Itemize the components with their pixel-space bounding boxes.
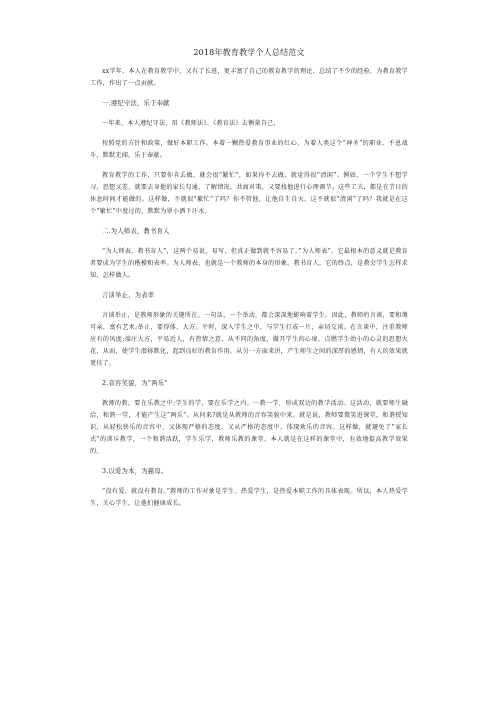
body-paragraph: 一年来，本人遵纪守法，用《教师法》、《教育法》去衡量自己，: [102, 120, 280, 127]
subsection-heading-3: 3.以爱为本，为慈母。: [102, 468, 168, 475]
body-paragraph: ”为人师表，教书育人”，这两个易说，易写，但真正做到就不容易了。”为人师表”，它最根本的意义就是教育者要成为学生的楷模和表率。为人师表，也就是一个教师的本身的形象。教书育人，它的终点，是教会学生怎样求知，怎样做人。: [90, 248, 408, 279]
body-paragraph: ”没有爱，就没有教育。”教师的工作对象是学生。热爱学生，是热爱本职工作的具体表现。所以，本人热爱学生，关心学生，让他们健康成长。: [90, 488, 408, 507]
subsection-heading-2: 2.音容笑貌，为”两乐”: [102, 380, 168, 387]
section-heading-1: 一.遵纪守法，乐于奉献: [102, 100, 170, 107]
body-paragraph: 教师的教，要在乐教之中;学生的学，要在乐学之内。一教一学，形成双边的教学活动。这活动，就要师生融洽，和谐一堂，才能产生这”两乐”。从何来?就是从教师的音容笑貌中来。就是说，教师要微笑进课堂，和谐授知识，从轻松快乐的音容中，又体现严格的态度，又从严格的态度中，体现欢乐的音容。这样做，就避免了”家长式”的训斥教学，一个和谐活跃，学生乐学，教师乐教的课堂。本人就是在这样的课堂中，有效地提高教学效果的。: [90, 400, 408, 455]
section-heading-2: 二.为人师表，教书育人: [102, 228, 170, 235]
body-paragraph: 言谈举止，是教师形象的关键所在。一句话，一个举动，都会深深地影响着学生。因此，教师的言谈，要和蔼可亲，富有艺术;举止，要得体、大方。平时，深入学生之中，与学生打成一片，亲切交谈。在言谈中，注重教师应有的风度;端庄大方，平易近人，有热情之意，从不同的角度，撤开学生的心扉，点燃学生幼小的心灵的思想火花，从而，使学生潜移默化，起到良好的教育作用。从另一方面来讲，产生师生之间的深厚的感情，有人的效果就更佳了。: [90, 312, 408, 367]
body-paragraph: 教育教学的工作，只要你肯去做，就会很”繁忙”，如果你不去做，就觉得很”清闲”。例如，一个学生不想学习，思想又差，就要去身他的家长勾通，了解情况，共商对策，又要找他进行心理调节。这些工夫，都是在节日的休息时间才能做的。这样做，不就很”繁忙”了吗？你不管他，让他自生自灭，这不就很”清闲”了吗？我就是在这个”繁忙”中度过的，默默为翠小洒下汗水。: [90, 172, 408, 215]
subsection-heading-1: 言谈举止，为表率: [102, 292, 155, 299]
document-title: 2018年教育教学个人总结范文: [193, 48, 305, 57]
intro-paragraph: xx学年，本人在教育教学中，又有了长进，更丰富了自己的教育教学的理论，总结了不少的经验，为教育教学工作，作出了一点贡献。: [90, 68, 408, 87]
body-paragraph: 按照党的方针和政策，做好本职工作。本着一颗热爱教育事业的红心，为着人类这个”神圣”的职业，不息战斗，默默无闻，乐于奉献。: [90, 140, 408, 159]
document-page: [90, 48, 408, 518]
